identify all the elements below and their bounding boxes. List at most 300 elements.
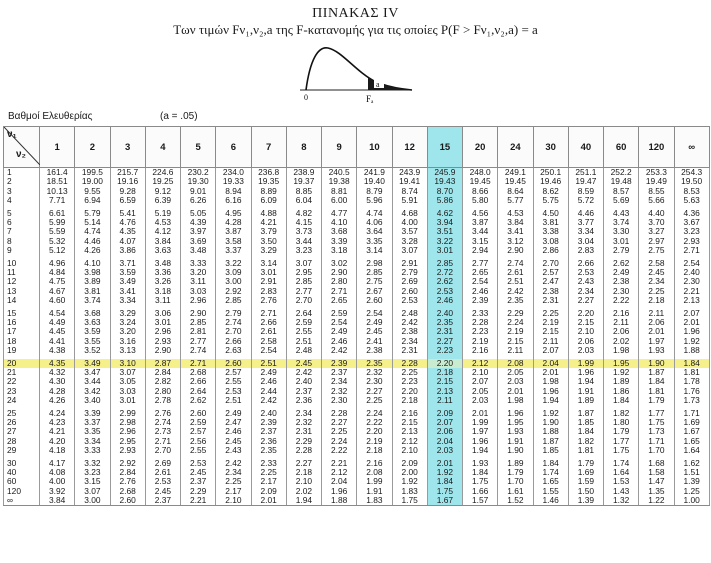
table-cell: 1.78 bbox=[674, 377, 709, 386]
table-cell: 1.32 bbox=[604, 496, 639, 506]
row-header-nu2: 7 bbox=[4, 227, 40, 236]
table-cell: 3.81 bbox=[533, 218, 568, 227]
table-cell: 1.84 bbox=[604, 396, 639, 405]
table-cell: 2.79 bbox=[216, 309, 251, 318]
table-cell: 2.10 bbox=[216, 496, 251, 506]
table-row bbox=[4, 418, 710, 427]
column-header-nu1: 24 bbox=[498, 127, 533, 168]
row-header-nu2: 30 bbox=[4, 459, 40, 468]
table-cell: 2.53 bbox=[145, 477, 180, 486]
table-cell: 2.53 bbox=[427, 287, 462, 296]
table-cell: 2.54 bbox=[463, 277, 498, 286]
table-cell: 1.75 bbox=[463, 477, 498, 486]
table-cell: 236.8 bbox=[251, 168, 286, 178]
table-cell: 4.53 bbox=[145, 218, 180, 227]
table-cell: 2.96 bbox=[181, 296, 216, 305]
table-cell: 6.16 bbox=[216, 196, 251, 205]
table-cell: 1.61 bbox=[498, 487, 533, 496]
table-cell: 2.05 bbox=[463, 387, 498, 396]
table-cell: 2.48 bbox=[286, 346, 321, 355]
f-distribution-table bbox=[3, 126, 710, 506]
table-row bbox=[4, 427, 710, 436]
table-cell: 3.12 bbox=[498, 237, 533, 246]
table-cell: 6.09 bbox=[251, 196, 286, 205]
table-cell: 1.69 bbox=[568, 468, 603, 477]
table-cell: 3.74 bbox=[75, 296, 110, 305]
table-cell: 2.15 bbox=[498, 337, 533, 346]
table-cell: 2.11 bbox=[604, 318, 639, 327]
table-cell: 8.85 bbox=[286, 187, 321, 196]
table-cell: 2.46 bbox=[216, 427, 251, 436]
table-cell: 1.64 bbox=[604, 468, 639, 477]
table-cell: 2.76 bbox=[145, 409, 180, 418]
table-cell: 2.25 bbox=[357, 396, 392, 405]
table-cell: 3.41 bbox=[498, 227, 533, 236]
table-cell: 2.16 bbox=[392, 409, 427, 418]
table-cell: 3.84 bbox=[145, 237, 180, 246]
table-cell: 2.37 bbox=[181, 477, 216, 486]
table-cell: 5.80 bbox=[463, 196, 498, 205]
row-header-nu2: 13 bbox=[4, 287, 40, 296]
table-cell: 2.68 bbox=[181, 368, 216, 377]
table-cell: 3.63 bbox=[145, 246, 180, 255]
table-cell: 2.95 bbox=[110, 437, 145, 446]
table-cell: 3.38 bbox=[533, 227, 568, 236]
table-cell: 2.70 bbox=[145, 446, 180, 455]
table-cell: 3.59 bbox=[110, 268, 145, 277]
table-cell: 2.49 bbox=[216, 409, 251, 418]
table-cell: 3.34 bbox=[568, 227, 603, 236]
table-cell: 2.51 bbox=[251, 359, 286, 368]
table-cell: 2.15 bbox=[533, 327, 568, 336]
table-cell: 2.19 bbox=[498, 327, 533, 336]
table-cell: 2.59 bbox=[181, 418, 216, 427]
table-cell: 4.00 bbox=[392, 218, 427, 227]
column-header-nu1: 8 bbox=[286, 127, 321, 168]
table-cell: 2.70 bbox=[286, 296, 321, 305]
table-cell: 1.92 bbox=[392, 477, 427, 486]
table-cell: 2.66 bbox=[181, 377, 216, 386]
table-cell: 2.96 bbox=[110, 427, 145, 436]
table-cell: 2.92 bbox=[216, 287, 251, 296]
table-cell: 2.00 bbox=[392, 468, 427, 477]
table-cell: 1.96 bbox=[498, 409, 533, 418]
table-cell: 2.85 bbox=[357, 268, 392, 277]
table-cell: 2.32 bbox=[322, 387, 357, 396]
table-cell: 1.81 bbox=[568, 446, 603, 455]
table-corner-cell bbox=[4, 127, 40, 168]
table-cell: 2.30 bbox=[357, 377, 392, 386]
table-cell: 3.35 bbox=[357, 237, 392, 246]
table-cell: 2.38 bbox=[604, 277, 639, 286]
table-cell: 1.84 bbox=[463, 468, 498, 477]
degrees-of-freedom-label: Βαθμοί Ελευθερίας bbox=[8, 111, 93, 122]
column-header-nu1: 5 bbox=[181, 127, 216, 168]
table-cell: 1.39 bbox=[568, 496, 603, 506]
table-cell: 2.07 bbox=[533, 346, 568, 355]
table-cell: 2.30 bbox=[674, 277, 709, 286]
table-cell: 2.66 bbox=[251, 318, 286, 327]
table-cell: 1.83 bbox=[392, 487, 427, 496]
row-header-nu2: 19 bbox=[4, 346, 40, 355]
table-cell: 2.07 bbox=[463, 377, 498, 386]
table-cell: 1.55 bbox=[533, 487, 568, 496]
table-cell: 3.44 bbox=[463, 227, 498, 236]
table-cell: 3.70 bbox=[639, 218, 674, 227]
table-cell: 2.39 bbox=[463, 296, 498, 305]
table-cell: 2.98 bbox=[357, 259, 392, 268]
table-cell: 4.96 bbox=[40, 259, 75, 268]
table-cell: 3.84 bbox=[40, 496, 75, 506]
table-cell: 3.49 bbox=[75, 359, 110, 368]
table-cell: 2.49 bbox=[322, 327, 357, 336]
table-cell: 6.94 bbox=[75, 196, 110, 205]
table-cell: 4.40 bbox=[639, 209, 674, 218]
table-cell: 2.44 bbox=[251, 387, 286, 396]
nu2-symbol: ν₂ bbox=[16, 149, 27, 160]
column-header-nu1: 9 bbox=[322, 127, 357, 168]
table-cell: 1.51 bbox=[674, 468, 709, 477]
table-cell: 19.00 bbox=[75, 177, 110, 186]
table-cell: 3.50 bbox=[251, 237, 286, 246]
table-cell: 4.35 bbox=[40, 359, 75, 368]
table-cell: 5.63 bbox=[674, 196, 709, 205]
table-cell: 1.98 bbox=[498, 396, 533, 405]
table-cell: 2.74 bbox=[498, 259, 533, 268]
table-cell: 2.29 bbox=[286, 437, 321, 446]
table-cell: 3.02 bbox=[322, 259, 357, 268]
table-cell: 2.42 bbox=[392, 318, 427, 327]
table-cell: 2.54 bbox=[674, 259, 709, 268]
table-cell: 3.05 bbox=[110, 377, 145, 386]
table-cell: 243.9 bbox=[392, 168, 427, 178]
table-cell: 3.87 bbox=[463, 218, 498, 227]
table-cell: 2.71 bbox=[181, 359, 216, 368]
table-cell: 2.58 bbox=[251, 337, 286, 346]
table-cell: 1.84 bbox=[639, 377, 674, 386]
table-cell: 2.43 bbox=[568, 277, 603, 286]
table-row bbox=[4, 227, 710, 236]
row-header-nu2: 5 bbox=[4, 209, 40, 218]
table-cell: 1.97 bbox=[463, 427, 498, 436]
table-cell: 1.99 bbox=[463, 418, 498, 427]
table-cell: 2.35 bbox=[251, 446, 286, 455]
table-cell: 3.55 bbox=[75, 337, 110, 346]
table-cell: 4.41 bbox=[40, 337, 75, 346]
table-cell: 2.18 bbox=[392, 396, 427, 405]
table-cell: 3.42 bbox=[75, 387, 110, 396]
table-cell: 4.67 bbox=[40, 287, 75, 296]
table-cell: 3.68 bbox=[322, 227, 357, 236]
table-cell: 2.11 bbox=[639, 309, 674, 318]
table-cell: 2.40 bbox=[286, 377, 321, 386]
table-cell: 2.35 bbox=[498, 296, 533, 305]
table-cell: 2.99 bbox=[110, 409, 145, 418]
table-cell: 4.39 bbox=[181, 218, 216, 227]
table-cell: 2.02 bbox=[286, 487, 321, 496]
table-cell: 1.94 bbox=[463, 446, 498, 455]
table-cell: 2.37 bbox=[286, 387, 321, 396]
critical-value-label: Fₐ bbox=[366, 94, 374, 104]
table-cell: 2.34 bbox=[322, 377, 357, 386]
table-cell: 4.28 bbox=[216, 218, 251, 227]
table-row bbox=[4, 446, 710, 455]
table-cell: 1.99 bbox=[568, 359, 603, 368]
table-cell: 2.25 bbox=[392, 368, 427, 377]
table-cell: 2.08 bbox=[357, 468, 392, 477]
table-cell: 2.55 bbox=[216, 377, 251, 386]
table-cell: 2.11 bbox=[533, 337, 568, 346]
table-cell: 3.29 bbox=[251, 246, 286, 255]
table-cell: 2.31 bbox=[427, 327, 462, 336]
table-cell: 3.23 bbox=[286, 246, 321, 255]
row-header-nu2: 25 bbox=[4, 409, 40, 418]
table-cell: 3.34 bbox=[75, 437, 110, 446]
table-row bbox=[4, 287, 710, 296]
table-cell: 3.77 bbox=[568, 218, 603, 227]
table-cell: 2.91 bbox=[392, 259, 427, 268]
table-cell: 1.96 bbox=[568, 368, 603, 377]
table-cell: 2.10 bbox=[392, 446, 427, 455]
table-row bbox=[4, 187, 710, 196]
table-cell: 2.39 bbox=[251, 418, 286, 427]
table-cell: 2.61 bbox=[145, 468, 180, 477]
table-row bbox=[4, 459, 710, 468]
table-cell: 161.4 bbox=[40, 168, 75, 178]
table-cell: 2.77 bbox=[286, 287, 321, 296]
table-row bbox=[4, 327, 710, 336]
table-cell: 4.56 bbox=[463, 209, 498, 218]
table-cell: 2.45 bbox=[357, 327, 392, 336]
table-cell: 2.76 bbox=[251, 296, 286, 305]
table-cell: 1.68 bbox=[639, 459, 674, 468]
table-cell: 3.59 bbox=[75, 327, 110, 336]
table-cell: 1.97 bbox=[639, 337, 674, 346]
table-cell: 2.21 bbox=[674, 287, 709, 296]
table-cell: 1.98 bbox=[604, 346, 639, 355]
table-cell: 3.15 bbox=[75, 477, 110, 486]
table-cell: 1.92 bbox=[427, 468, 462, 477]
table-cell: 2.74 bbox=[216, 318, 251, 327]
table-cell: 2.46 bbox=[251, 377, 286, 386]
table-cell: 1.95 bbox=[498, 418, 533, 427]
table-cell: 2.06 bbox=[604, 327, 639, 336]
row-header-nu2: ∞ bbox=[4, 496, 40, 506]
table-cell: 2.46 bbox=[322, 337, 357, 346]
table-cell: 2.51 bbox=[286, 337, 321, 346]
table-cell: 2.60 bbox=[110, 496, 145, 506]
table-cell: 2.09 bbox=[427, 409, 462, 418]
table-cell: 1.75 bbox=[604, 446, 639, 455]
row-header-nu2: 6 bbox=[4, 218, 40, 227]
table-cell: 3.81 bbox=[75, 287, 110, 296]
table-cell: 3.09 bbox=[216, 268, 251, 277]
table-cell: 1.73 bbox=[674, 396, 709, 405]
table-cell: 2.27 bbox=[286, 459, 321, 468]
table-cell: 249.1 bbox=[498, 168, 533, 178]
table-cell: 2.65 bbox=[322, 296, 357, 305]
column-header-nu1: 6 bbox=[216, 127, 251, 168]
table-cell: 8.66 bbox=[463, 187, 498, 196]
table-cell: 1.84 bbox=[533, 459, 568, 468]
table-cell: 2.73 bbox=[145, 427, 180, 436]
table-cell: 4.17 bbox=[40, 459, 75, 468]
table-cell: 2.01 bbox=[427, 459, 462, 468]
table-cell: 2.94 bbox=[463, 246, 498, 255]
table-cell: 3.48 bbox=[145, 259, 180, 268]
table-cell: 5.66 bbox=[639, 196, 674, 205]
table-cell: 252.2 bbox=[604, 168, 639, 178]
table-cell: 1.79 bbox=[498, 468, 533, 477]
table-cell: 2.23 bbox=[392, 377, 427, 386]
table-cell: 8.70 bbox=[427, 187, 462, 196]
table-cell: 3.92 bbox=[40, 487, 75, 496]
row-header-nu2: 4 bbox=[4, 196, 40, 205]
table-cell: 1.80 bbox=[604, 418, 639, 427]
table-cell: 1.73 bbox=[639, 427, 674, 436]
table-cell: 2.09 bbox=[251, 487, 286, 496]
table-cell: 2.08 bbox=[498, 359, 533, 368]
table-cell: 2.27 bbox=[357, 387, 392, 396]
table-cell: 2.16 bbox=[357, 459, 392, 468]
table-cell: 2.04 bbox=[533, 359, 568, 368]
table-cell: 2.42 bbox=[251, 396, 286, 405]
table-cell: 4.35 bbox=[110, 227, 145, 236]
table-cell: 19.46 bbox=[533, 177, 568, 186]
table-cell: 2.72 bbox=[427, 268, 462, 277]
table-cell: 3.33 bbox=[75, 446, 110, 455]
table-cell: 4.24 bbox=[40, 409, 75, 418]
table-cell: 2.24 bbox=[498, 318, 533, 327]
table-cell: 3.07 bbox=[286, 259, 321, 268]
table-cell: 1.90 bbox=[639, 359, 674, 368]
table-cell: 2.42 bbox=[498, 287, 533, 296]
table-cell: 5.91 bbox=[392, 196, 427, 205]
table-cell: 2.03 bbox=[568, 346, 603, 355]
table-cell: 2.69 bbox=[392, 277, 427, 286]
table-cell: 3.01 bbox=[604, 237, 639, 246]
table-cell: 3.57 bbox=[392, 227, 427, 236]
table-cell: 1.89 bbox=[568, 396, 603, 405]
table-cell: 2.45 bbox=[286, 359, 321, 368]
table-cell: 19.47 bbox=[568, 177, 603, 186]
table-cell: 4.49 bbox=[40, 318, 75, 327]
table-cell: 2.51 bbox=[216, 396, 251, 405]
row-header-nu2: 12 bbox=[4, 277, 40, 286]
table-cell: 2.17 bbox=[251, 477, 286, 486]
table-cell: 4.07 bbox=[110, 237, 145, 246]
table-cell: 4.36 bbox=[674, 209, 709, 218]
table-cell: 2.01 bbox=[674, 318, 709, 327]
table-cell: 3.18 bbox=[322, 246, 357, 255]
table-cell: 3.35 bbox=[75, 427, 110, 436]
table-cell: 2.38 bbox=[392, 327, 427, 336]
table-cell: 1.77 bbox=[604, 437, 639, 446]
table-cell: 1.75 bbox=[392, 496, 427, 506]
table-cell: 4.74 bbox=[357, 209, 392, 218]
table-cell: 3.87 bbox=[216, 227, 251, 236]
table-cell: 2.16 bbox=[463, 346, 498, 355]
table-cell: 2.31 bbox=[533, 296, 568, 305]
table-cell: 2.93 bbox=[145, 337, 180, 346]
table-cell: 2.20 bbox=[568, 309, 603, 318]
table-cell: 3.16 bbox=[110, 337, 145, 346]
table-cell: 19.40 bbox=[357, 177, 392, 186]
table-cell: 2.10 bbox=[568, 327, 603, 336]
table-cell: 2.40 bbox=[674, 268, 709, 277]
table-cell: 1.82 bbox=[604, 409, 639, 418]
table-cell: 2.53 bbox=[568, 268, 603, 277]
table-cell: 2.19 bbox=[533, 318, 568, 327]
origin-label: 0 bbox=[304, 93, 308, 102]
table-cell: 3.22 bbox=[216, 259, 251, 268]
row-header-nu2: 29 bbox=[4, 446, 40, 455]
table-cell: 2.01 bbox=[463, 409, 498, 418]
table-cell: 1.70 bbox=[639, 446, 674, 455]
table-row bbox=[4, 246, 710, 255]
table-cell: 2.80 bbox=[145, 387, 180, 396]
table-cell: 1.99 bbox=[357, 477, 392, 486]
table-cell: 6.00 bbox=[322, 196, 357, 205]
table-row bbox=[4, 496, 710, 506]
table-cell: 1.94 bbox=[533, 396, 568, 405]
table-cell: 1.96 bbox=[463, 437, 498, 446]
table-cell: 2.81 bbox=[181, 327, 216, 336]
table-cell: 4.21 bbox=[251, 218, 286, 227]
table-cell: 1.87 bbox=[639, 368, 674, 377]
table-cell: 2.27 bbox=[322, 418, 357, 427]
table-row bbox=[4, 368, 710, 377]
column-header-nu1: 40 bbox=[568, 127, 603, 168]
table-cell: 1.91 bbox=[568, 387, 603, 396]
table-row bbox=[4, 396, 710, 405]
row-header-nu2: 26 bbox=[4, 418, 40, 427]
table-cell: 199.5 bbox=[75, 168, 110, 178]
table-cell: 2.21 bbox=[322, 459, 357, 468]
row-header-nu2: 15 bbox=[4, 309, 40, 318]
table-cell: 1.92 bbox=[604, 368, 639, 377]
table-cell: 2.22 bbox=[604, 296, 639, 305]
table-subtitle: Των τιμών Fν₁,ν₂,a της F-κατανομής για τις οποίες P(F > Fν₁,ν₂,a) = a bbox=[173, 22, 538, 37]
table-cell: 2.92 bbox=[110, 459, 145, 468]
table-cell: 2.18 bbox=[357, 446, 392, 455]
table-cell: 2.03 bbox=[427, 446, 462, 455]
table-cell: 2.58 bbox=[639, 259, 674, 268]
table-cell: 3.44 bbox=[75, 377, 110, 386]
table-cell: 2.85 bbox=[216, 296, 251, 305]
table-cell: 2.20 bbox=[357, 427, 392, 436]
table-row bbox=[4, 309, 710, 318]
table-cell: 2.27 bbox=[568, 296, 603, 305]
table-cell: 2.25 bbox=[533, 309, 568, 318]
table-cell: 3.10 bbox=[110, 359, 145, 368]
table-cell: 2.79 bbox=[392, 268, 427, 277]
table-cell: 1.85 bbox=[568, 418, 603, 427]
significance-level-label: (a = .05) bbox=[160, 111, 198, 122]
table-header bbox=[0, 0, 711, 118]
table-cell: 3.84 bbox=[498, 218, 533, 227]
table-cell: 2.13 bbox=[674, 296, 709, 305]
table-cell: 2.19 bbox=[463, 337, 498, 346]
table-cell: 2.45 bbox=[145, 487, 180, 496]
table-cell: 2.48 bbox=[392, 309, 427, 318]
table-cell: 2.06 bbox=[639, 318, 674, 327]
table-cell: 238.9 bbox=[286, 168, 321, 178]
table-cell: 2.35 bbox=[427, 318, 462, 327]
table-cell: 3.37 bbox=[75, 418, 110, 427]
table-row bbox=[4, 259, 710, 268]
table-cell: 2.10 bbox=[463, 368, 498, 377]
